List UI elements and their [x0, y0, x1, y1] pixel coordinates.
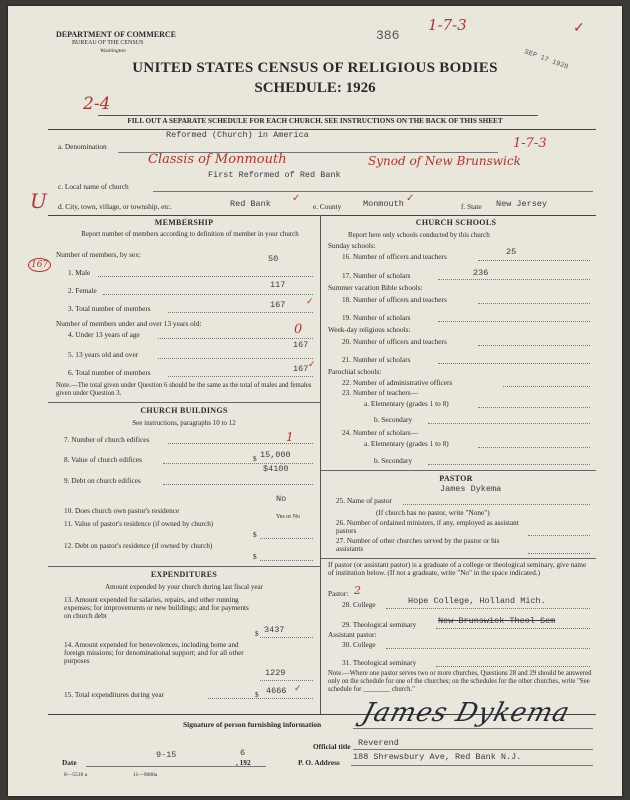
check-mark-icon: ✓: [573, 21, 585, 36]
q21-line: [438, 363, 590, 364]
q15-label: 15. Total expenditures during year: [64, 690, 165, 699]
q27-label: 27. Number of other churches served by the pastor or his assistants: [336, 537, 500, 553]
official-title-line: [353, 749, 593, 750]
city-label: d. City, town, village, or township, etc.: [58, 202, 172, 211]
address-line: [351, 765, 593, 766]
q19-line: [438, 321, 590, 322]
q10-label: 10. Does church own pastor's residence: [64, 506, 180, 515]
q24b-line: [428, 464, 590, 465]
q6-label: 6. Total number of members: [68, 368, 151, 377]
grad-rule: [320, 558, 596, 559]
year-prefix: , 192: [236, 758, 251, 767]
q28-value: Hope College, Holland Mich.: [408, 596, 546, 606]
q23a-line: [478, 407, 590, 408]
check-mark-icon: ✓: [308, 359, 316, 369]
q30-label: 30. College: [342, 640, 376, 649]
margin-code: 2-4: [83, 94, 111, 114]
schools-title: CHURCH SCHOOLS: [415, 218, 497, 227]
check-mark-icon: ✓: [306, 296, 314, 306]
q26-line: [528, 535, 590, 536]
denomination-code: 1-7-3: [513, 136, 547, 151]
q11-line: [260, 538, 313, 539]
yes-or-no-label: Yes or No: [276, 514, 301, 520]
instruction-line: FILL OUT A SEPARATE SCHEDULE FOR EACH CHURCH. SEE INSTRUCTIONS ON THE BACK OF THIS SHEET: [127, 117, 503, 125]
q7-value: 1: [286, 430, 294, 444]
q18-label: 18. Number of officers and teachers: [342, 295, 447, 304]
q6-value: 167: [293, 364, 309, 374]
top-rule: [48, 129, 596, 130]
q14-line: [260, 680, 313, 681]
q31-label: 31. Theological seminary: [342, 658, 417, 667]
q25-note: (If church has no pastor, write "None"): [376, 508, 490, 517]
q23a-label: a. Elementary (grades 1 to 8): [364, 399, 449, 408]
parochial-heading: Parochial schools:: [328, 367, 382, 376]
bureau-name: BUREAU OF THE CENSUS: [72, 40, 144, 46]
check-mark-icon: ✓: [406, 193, 415, 204]
official-title-label: Official title: [313, 742, 351, 751]
q2-value: 117: [270, 280, 286, 290]
q13-dollar: $: [255, 629, 259, 638]
schools-intro: Report here only schools conducted by this church: [348, 231, 490, 239]
q15-value: 4666: [266, 686, 287, 696]
q29-line: [436, 628, 590, 629]
pastor-label: Pastor:: [328, 589, 349, 598]
q13-line: [260, 637, 313, 638]
schedule-title: SCHEDULE: 1926: [254, 80, 376, 96]
margin-mark: U: [30, 189, 47, 213]
q25-line: [403, 504, 590, 505]
q12-dollar: $: [253, 552, 257, 561]
membership-age-heading: Number of members under and over 13 years old:: [56, 319, 202, 328]
local-name-typed: First Reformed of Red Bank: [208, 170, 341, 180]
check-mark-icon: ✓: [292, 193, 301, 204]
signature-label: Signature of person furnishing information: [183, 720, 322, 729]
q24a-label: a. Elementary (grades 1 to 8): [364, 439, 449, 448]
q9-label: 9. Debt on church edifices: [64, 476, 141, 485]
address-value: 188 Shrewsbury Ave, Red Bank N.J.: [353, 752, 522, 762]
bureau-city: Washington: [100, 48, 126, 54]
denomination-typed: Reformed (Church) in America: [166, 130, 309, 140]
official-title-value: Reverend: [358, 738, 399, 748]
q12-line: [260, 560, 313, 561]
q28-line: [386, 608, 590, 609]
q12-label: 12. Debt on pastor's residence (if owned by church): [64, 542, 213, 550]
q25-label: 25. Name of pastor: [336, 496, 392, 505]
q13-value: 3437: [264, 625, 285, 635]
stamp-code: 1-7-3: [428, 16, 467, 34]
q17-value: 236: [473, 268, 489, 278]
q18-line: [478, 303, 590, 304]
title-rule: [98, 115, 538, 116]
q11-dollar: $: [253, 530, 257, 539]
q25-value: James Dykema: [440, 484, 502, 494]
q4-value: 0: [294, 322, 303, 337]
q14-label: 14. Amount expended for benevolences, including home and foreign missions; for denominational support; and for all other purposes: [64, 641, 244, 665]
q4-label: 4. Under 13 years of age: [68, 330, 140, 339]
q8-label: 8. Value of church edifices: [64, 455, 142, 464]
form-title: UNITED STATES CENSUS OF RELIGIOUS BODIES: [132, 60, 498, 76]
state-value: New Jersey: [496, 199, 548, 209]
q26-label: 26. Number of ordained ministers, if any, employed as assistant pastors: [336, 519, 519, 535]
q20-label: 20. Number of officers and teachers: [342, 337, 447, 346]
q17-line: [438, 279, 590, 280]
q15-line: [208, 698, 313, 699]
q27-line: [528, 553, 590, 554]
q8-value: 15,000: [260, 450, 291, 460]
q21-label: 21. Number of scholars: [342, 355, 411, 364]
q3-value: 167: [270, 300, 286, 310]
weekday-heading: Week-day religious schools:: [328, 325, 411, 334]
membership-rule: [48, 402, 320, 403]
county-value: Monmouth: [363, 199, 404, 209]
address-label: P. O. Address: [298, 758, 340, 767]
q2-label: 2. Female: [68, 286, 97, 295]
q22-label: 22. Number of administrative officers: [342, 378, 453, 387]
local-name-line: [153, 191, 593, 192]
q5-line: [158, 358, 313, 359]
q23b-line: [428, 423, 590, 424]
expenditures-title: EXPENDITURES: [150, 570, 218, 579]
pastor-note: Note.—Where one pastor serves two or more churches, Questions 28 and 29 should be answered only on the schedule for one of the churches; on the schedules for the other churches, write "See schedule for ________ church.": [328, 670, 592, 693]
q1-line: [98, 276, 313, 277]
margin-note: 167: [28, 258, 51, 272]
q10-value: No: [276, 494, 287, 504]
q16-label: 16. Number of officers and teachers: [342, 252, 447, 261]
q8-dollar: $: [253, 454, 257, 463]
date-label: Date: [62, 758, 77, 767]
buildings-sub: See instructions, paragraphs 10 to 12: [132, 419, 236, 427]
sunday-heading: Sunday schools:: [328, 241, 376, 250]
q20-line: [478, 345, 590, 346]
q24-label: 24. Number of scholars—: [342, 428, 418, 437]
year-value: 6: [240, 748, 246, 758]
q11-label: 11. Value of pastor's residence (if owned by church): [64, 520, 214, 528]
form-number: 386: [376, 28, 400, 43]
membership-sex-heading: Number of members, by sex:: [56, 250, 141, 259]
expenditures-sub: Amount expended by your church during last fiscal year: [105, 583, 263, 591]
q17-label: 17. Number of scholars: [342, 271, 411, 280]
q1-value: 50: [268, 254, 279, 264]
q16-value: 25: [506, 247, 517, 257]
q8-line: [163, 463, 313, 464]
q30-line: [386, 648, 590, 649]
q9-line: [163, 484, 313, 485]
q15-dollar: $: [255, 690, 259, 699]
synod-handwritten: Synod of New Brunswick: [368, 154, 521, 168]
q23b-label: b. Secondary: [374, 415, 413, 424]
q14-value: 1229: [265, 668, 286, 678]
membership-note: Note.—The total given under Question 6 should be the same as the total of males and females given under Question 3.: [56, 382, 312, 397]
buildings-title: CHURCH BUILDINGS: [140, 406, 228, 415]
q9-value: $4100: [263, 464, 289, 474]
q22-line: [503, 386, 590, 387]
q19-label: 19. Number of scholars: [342, 313, 411, 322]
q29-label: 29. Theological seminary: [342, 620, 417, 629]
buildings-rule: [48, 566, 320, 567]
q23-label: 23. Number of teachers—: [342, 388, 418, 397]
form-code: 8—5518 a: [64, 772, 88, 778]
state-label: f. State: [461, 202, 482, 211]
q5-label: 5. 13 years old and over: [68, 350, 139, 359]
date-stamp: SEP 17 1928: [523, 48, 570, 72]
pastor-mark: 2: [354, 584, 361, 597]
q3-label: 3. Total number of members: [68, 304, 151, 313]
local-name-label: c. Local name of church: [58, 182, 129, 191]
summer-heading: Summer vacation Bible schools:: [328, 283, 423, 292]
q4-line: [158, 338, 313, 339]
q3-line: [168, 312, 313, 313]
census-form-page: [8, 6, 622, 796]
column-divider: [320, 215, 321, 715]
q1-label: 1. Male: [68, 268, 91, 277]
q28-label: 28. College: [342, 600, 376, 609]
q2-line: [103, 294, 313, 295]
denomination-label: a. Denomination: [58, 142, 107, 151]
department-name: DEPARTMENT OF COMMERCE: [56, 30, 177, 39]
county-label: e. County: [313, 202, 342, 211]
q24a-line: [478, 447, 590, 448]
q29-value: New Brunswick Theol Sem: [438, 616, 556, 626]
membership-title: MEMBERSHIP: [154, 218, 214, 227]
q31-line: [436, 666, 590, 667]
city-value: Red Bank: [230, 199, 271, 209]
membership-intro: Report number of members according to definition of member in your church: [81, 230, 299, 238]
q24b-label: b. Secondary: [374, 456, 413, 465]
signature-handwritten: James Dykema: [358, 698, 574, 728]
section-rule: [48, 215, 596, 216]
q13-label: 13. Amount expended for salaries, repairs, and other running expenses; for improvements or new buildings; and for payments on church debt: [64, 596, 249, 620]
check-mark-icon: ✓: [294, 683, 302, 693]
q5-value: 167: [293, 340, 309, 350]
q7-line: [168, 443, 313, 444]
q7-label: 7. Number of church edifices: [64, 435, 150, 444]
graduate-note: If pastor (or assistant pastor) is a graduate of a college or theological seminary, give name of institution below. (If not a graduate, write "No" in the space indicated.): [328, 561, 587, 577]
print-code: 11—9686a: [133, 772, 158, 778]
classis-handwritten: Classis of Monmouth: [148, 152, 287, 167]
schools-rule: [320, 470, 596, 471]
assistant-label: Assistant pastor:: [328, 630, 377, 639]
q6-line: [168, 376, 313, 377]
q16-line: [478, 260, 590, 261]
date-line: [86, 766, 266, 767]
date-value: 9-15: [156, 750, 177, 760]
pastor-title: PASTOR: [439, 474, 473, 483]
signature-line: [353, 728, 593, 729]
